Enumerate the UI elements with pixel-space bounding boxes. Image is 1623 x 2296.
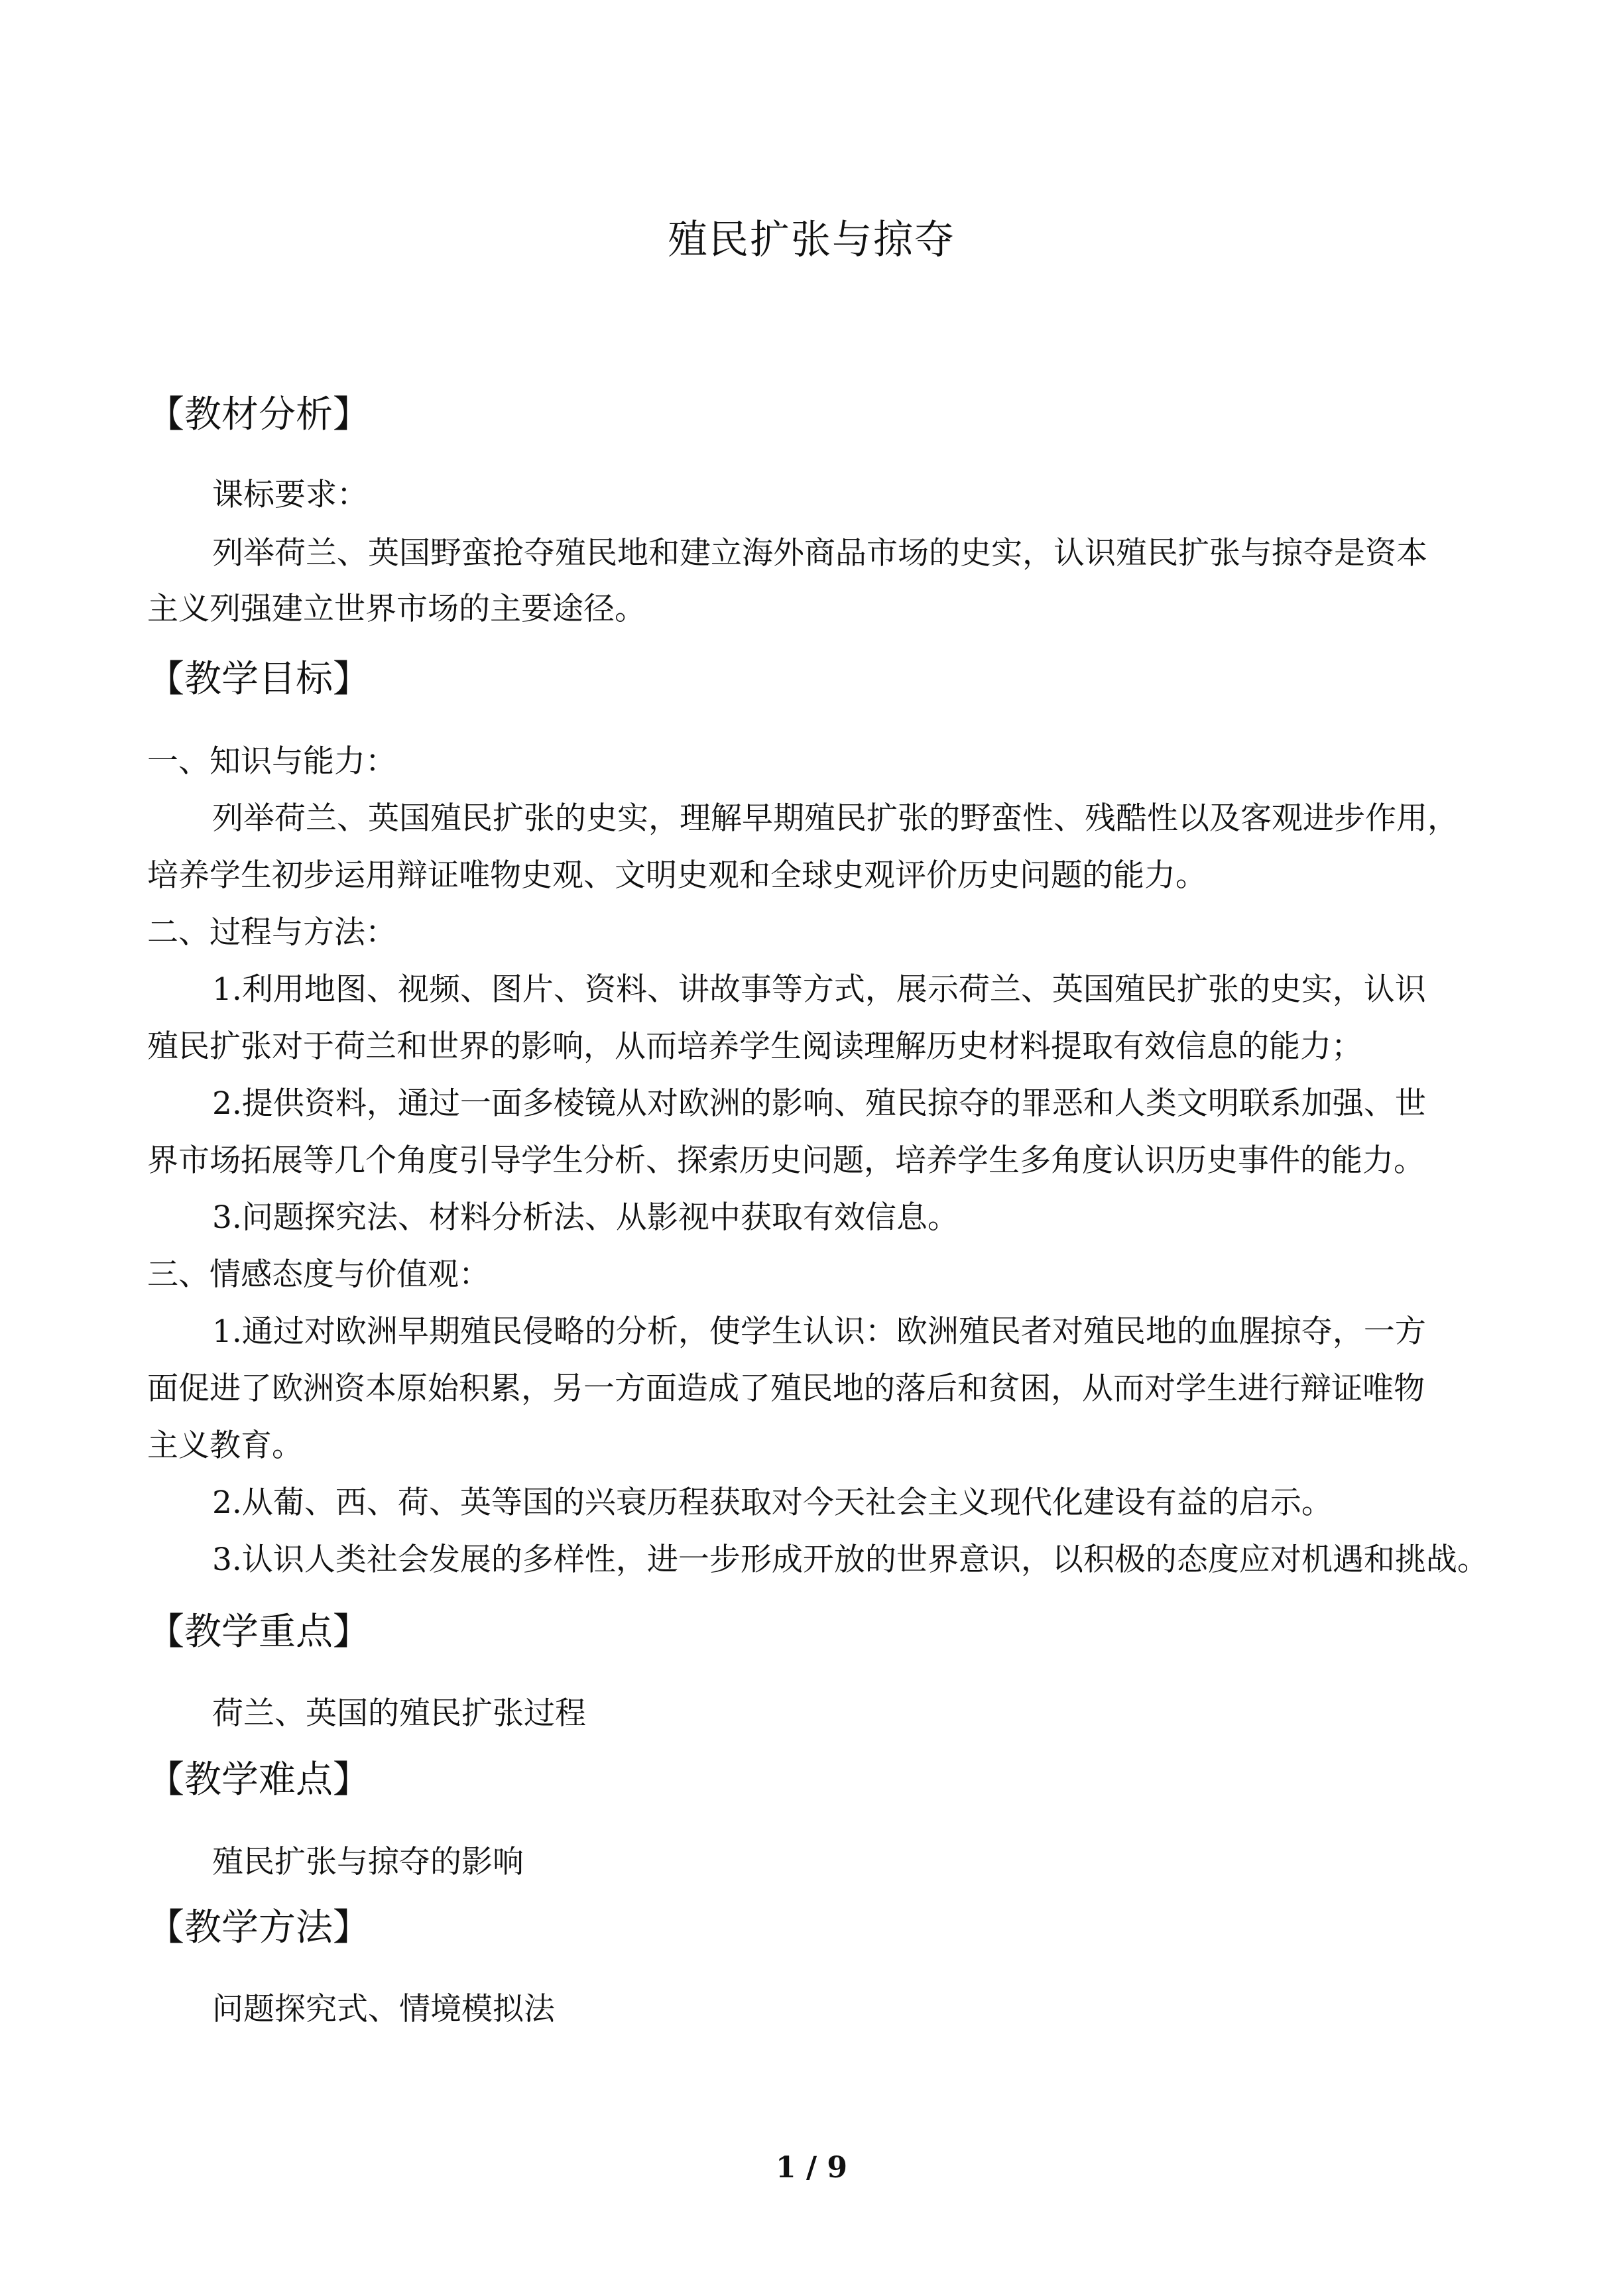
heading-teaching-goals: 【教学目标】 <box>147 658 370 701</box>
goal-knowledge-title: 一、知识与能力： <box>147 743 396 780</box>
page-title: 殖民扩张与掠夺 <box>668 217 955 263</box>
heading-teaching-methods: 【教学方法】 <box>147 1906 370 1949</box>
goal-knowledge-line: 列举荷兰、英国殖民扩张的史实，理解早期殖民扩张的野蛮性、残酷性以及客观进步作用， <box>212 800 1459 837</box>
goal-process-item-line: 殖民扩张对于荷兰和世界的影响，从而培养学生阅读理解历史材料提取有效信息的能力； <box>147 1028 1362 1065</box>
goal-process-item-line: 界市场拓展等几个角度引导学生分析、探索历史问题，培养学生多角度认识历史事件的能力。 <box>147 1142 1425 1179</box>
goal-process-title: 二、过程与方法： <box>147 914 396 951</box>
heading-key-points: 【教学重点】 <box>147 1610 370 1654</box>
goal-process-item-line: 1.利用地图、视频、图片、资料、讲故事等方式，展示荷兰、英国殖民扩张的史实，认识 <box>212 971 1426 1008</box>
goal-emotion-item-line: 主义教育。 <box>147 1427 303 1464</box>
key-points-text: 荷兰、英国的殖民扩张过程 <box>212 1695 586 1732</box>
standard-requirement-label: 课标要求： <box>212 477 368 513</box>
teaching-methods-text: 问题探究式、情境模拟法 <box>212 1991 555 2027</box>
goal-knowledge-line: 培养学生初步运用辩证唯物史观、文明史观和全球史观评价历史问题的能力。 <box>147 857 1207 894</box>
heading-textbook-analysis: 【教材分析】 <box>147 393 370 436</box>
goal-emotion-item-line: 面促进了欧洲资本原始积累，另一方面造成了殖民地的落后和贫困，从而对学生进行辩证唯物 <box>147 1370 1425 1407</box>
difficulties-text: 殖民扩张与掠夺的影响 <box>212 1844 524 1880</box>
goal-emotion-item-line: 3.认识人类社会发展的多样性，进一步形成开放的世界意识，以积极的态度应对机遇和挑战。 <box>212 1541 1488 1578</box>
heading-difficulties: 【教学难点】 <box>147 1758 370 1801</box>
page-number: 1 / 9 <box>776 2151 847 2185</box>
goal-emotion-item-line: 1.通过对欧洲早期殖民侵略的分析，使学生认识：欧洲殖民者对殖民地的血腥掠夺，一方 <box>212 1313 1426 1350</box>
analysis-paragraph-line: 列举荷兰、英国野蛮抢夺殖民地和建立海外商品市场的史实，认识殖民扩张与掠夺是资本 <box>212 535 1427 572</box>
goal-process-item-line: 2.提供资料，通过一面多棱镜从对欧洲的影响、殖民掠夺的罪恶和人类文明联系加强、世 <box>212 1085 1426 1122</box>
goal-emotion-item-line: 2.从葡、西、荷、英等国的兴衰历程获取对今天社会主义现代化建设有益的启示。 <box>212 1484 1333 1521</box>
analysis-paragraph-line: 主义列强建立世界市场的主要途径。 <box>147 591 646 627</box>
goal-emotion-title: 三、情感态度与价值观： <box>147 1256 490 1293</box>
goal-process-item-line: 3.问题探究法、材料分析法、从影视中获取有效信息。 <box>212 1199 959 1236</box>
